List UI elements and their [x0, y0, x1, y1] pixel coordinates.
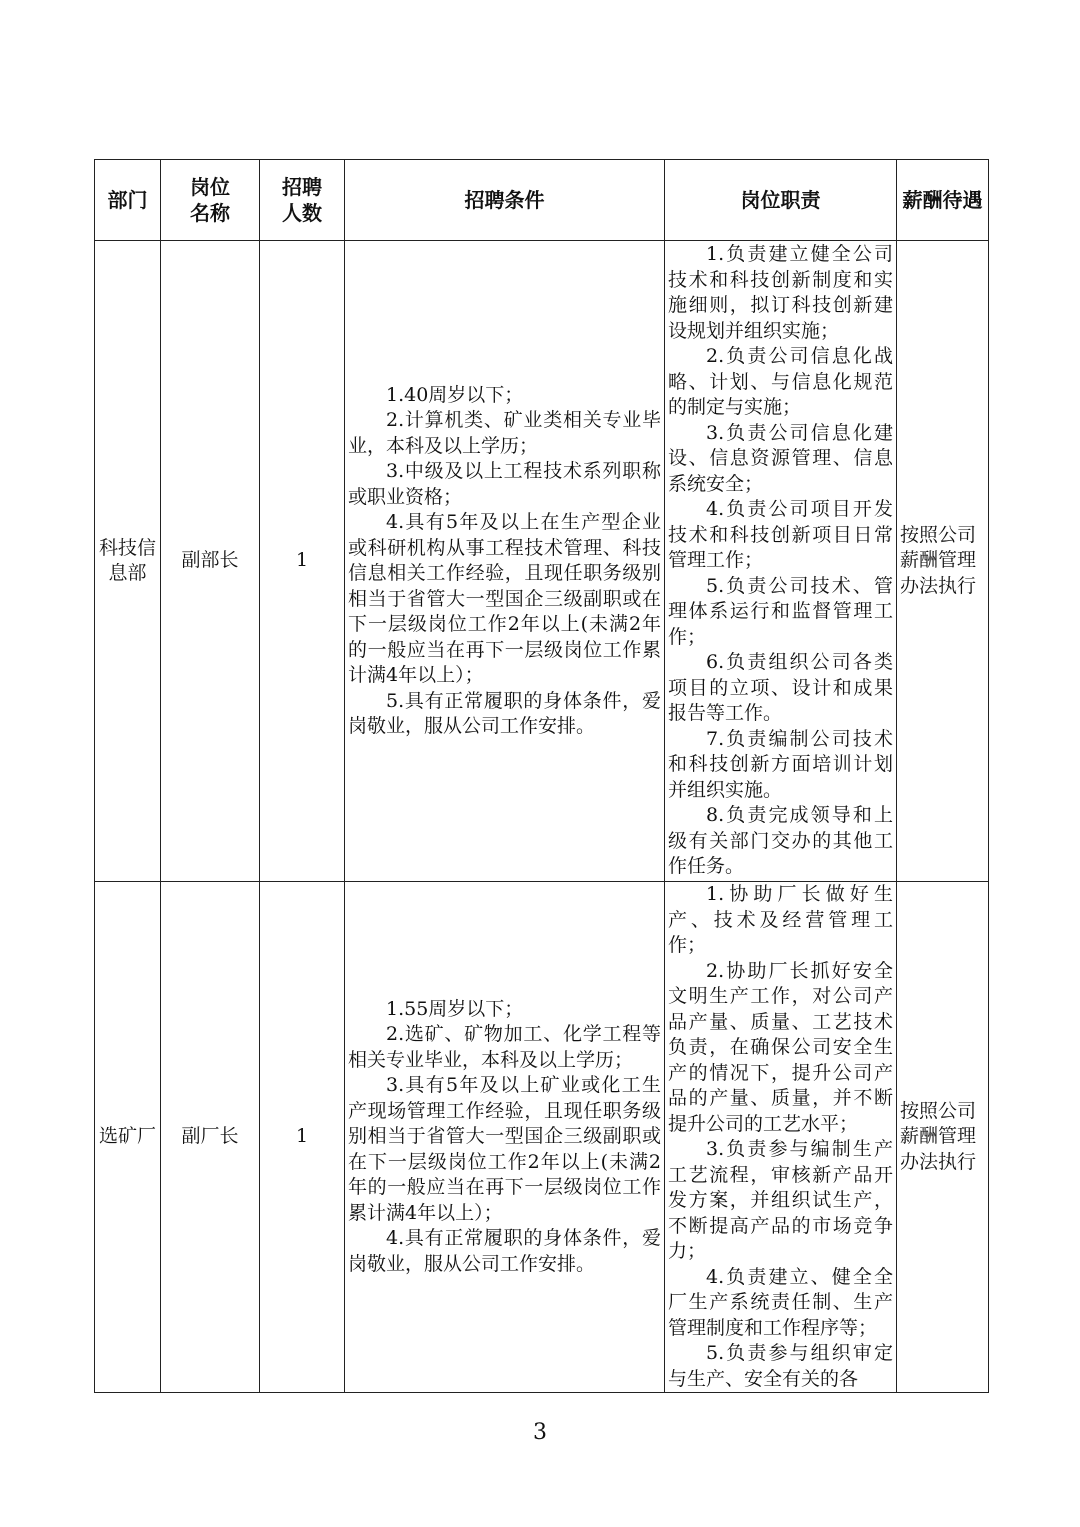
header-department: 部门	[95, 160, 161, 241]
duties-cell	[665, 882, 897, 1393]
count-cell: 1	[260, 241, 345, 882]
duty-item: 8.负责完成领导和上级有关部门交办的其他工作任务。	[668, 804, 893, 878]
duty-item: 5.负责参与组织审定与生产、安全有关的各	[668, 1342, 893, 1390]
header-duties: 岗位职责	[665, 160, 897, 241]
header-position: 岗位 名称	[161, 160, 260, 241]
position-cell: 副厂长	[161, 882, 260, 1393]
department-cell: 选矿厂	[95, 882, 161, 1393]
position-cell: 副部长	[161, 241, 260, 882]
pay-cell: 按照公司薪酬管理办法执行	[897, 882, 989, 1393]
duty-item: 7.负责编制公司技术和科技创新方面培训计划并组织实施。	[668, 727, 893, 801]
duty-item: 4.负责公司项目开发技术和科技创新项目日常管理工作；	[668, 498, 893, 572]
duty-item: 3.负责参与编制生产工艺流程，审核新产品开发方案，并组织试生产，不断提高产品的市场竞争力；	[668, 1138, 893, 1262]
department-cell: 科技信息部	[95, 241, 161, 882]
count-cell: 1	[260, 882, 345, 1393]
conditions-cell	[345, 882, 665, 1393]
condition-item: 3.中级及以上工程技术系列职称或职业资格；	[348, 460, 661, 508]
duties-cell	[665, 241, 897, 882]
duty-item: 6.负责组织公司各类项目的立项、设计和成果报告等工作。	[668, 651, 893, 725]
header-conditions: 招聘条件	[345, 160, 665, 241]
duty-item: 4.负责建立、健全全厂生产系统责任制、生产管理制度和工作程序等；	[668, 1265, 893, 1339]
condition-item: 2.选矿、矿物加工、化学工程等相关专业毕业，本科及以上学历；	[348, 1023, 661, 1071]
condition-item: 2.计算机类、矿业类相关专业毕业，本科及以上学历；	[348, 409, 661, 457]
duty-item: 5.负责公司技术、管理体系运行和监督管理工作；	[668, 574, 893, 648]
condition-item: 5.具有正常履职的身体条件，爱岗敬业，服从公司工作安排。	[348, 689, 661, 737]
recruitment-table	[94, 159, 989, 1393]
condition-item: 1.55周岁以下；	[386, 997, 524, 1020]
table-row	[95, 882, 989, 1393]
duty-item: 2.负责公司信息化战略、计划、与信息化规范的制定与实施；	[668, 345, 893, 419]
header-pay: 薪酬待遇	[897, 160, 989, 241]
duty-item: 2.协助厂长抓好安全文明生产工作，对公司产品产量、质量、工艺技术负责，在确保公司安全生产的情况下，提升公司产品的产量、质量，并不断提升公司的工艺水平；	[668, 959, 893, 1135]
condition-item: 3.具有5年及以上矿业或化工生产现场管理工作经验，且现任职务级别相当于省管大一型国企三级副职或在下一层级岗位工作2年以上(未满2年的一般应当在再下一层级岗位工作累计满4年以上）；	[348, 1074, 661, 1224]
conditions-cell	[345, 241, 665, 882]
header-count: 招聘 人数	[260, 160, 345, 241]
page-number: 3	[533, 1420, 547, 1445]
duty-item: 3.负责公司信息化建设、信息资源管理、信息系统安全；	[668, 421, 893, 495]
pay-cell: 按照公司薪酬管理办法执行	[897, 241, 989, 882]
table-row	[95, 241, 989, 882]
duty-item: 1.负责建立健全公司技术和科技创新制度和实施细则，拟订科技创新建设规划并组织实施；	[668, 243, 893, 342]
duty-item: 1.协助厂长做好生产、技术及经营管理工作；	[668, 883, 893, 956]
condition-item: 4.具有5年及以上在生产型企业或科研机构从事工程技术管理、科技信息相关工作经验，且现任职务级别相当于省管大一型国企三级副职或在下一层级岗位工作2年以上(未满2年的一般应当在再下一层级岗位工作累计满4年以上）；	[348, 511, 661, 686]
header-row	[95, 160, 989, 241]
condition-item: 4.具有正常履职的身体条件，爱岗敬业，服从公司工作安排。	[348, 1227, 661, 1275]
condition-item: 1.40周岁以下；	[386, 383, 524, 406]
